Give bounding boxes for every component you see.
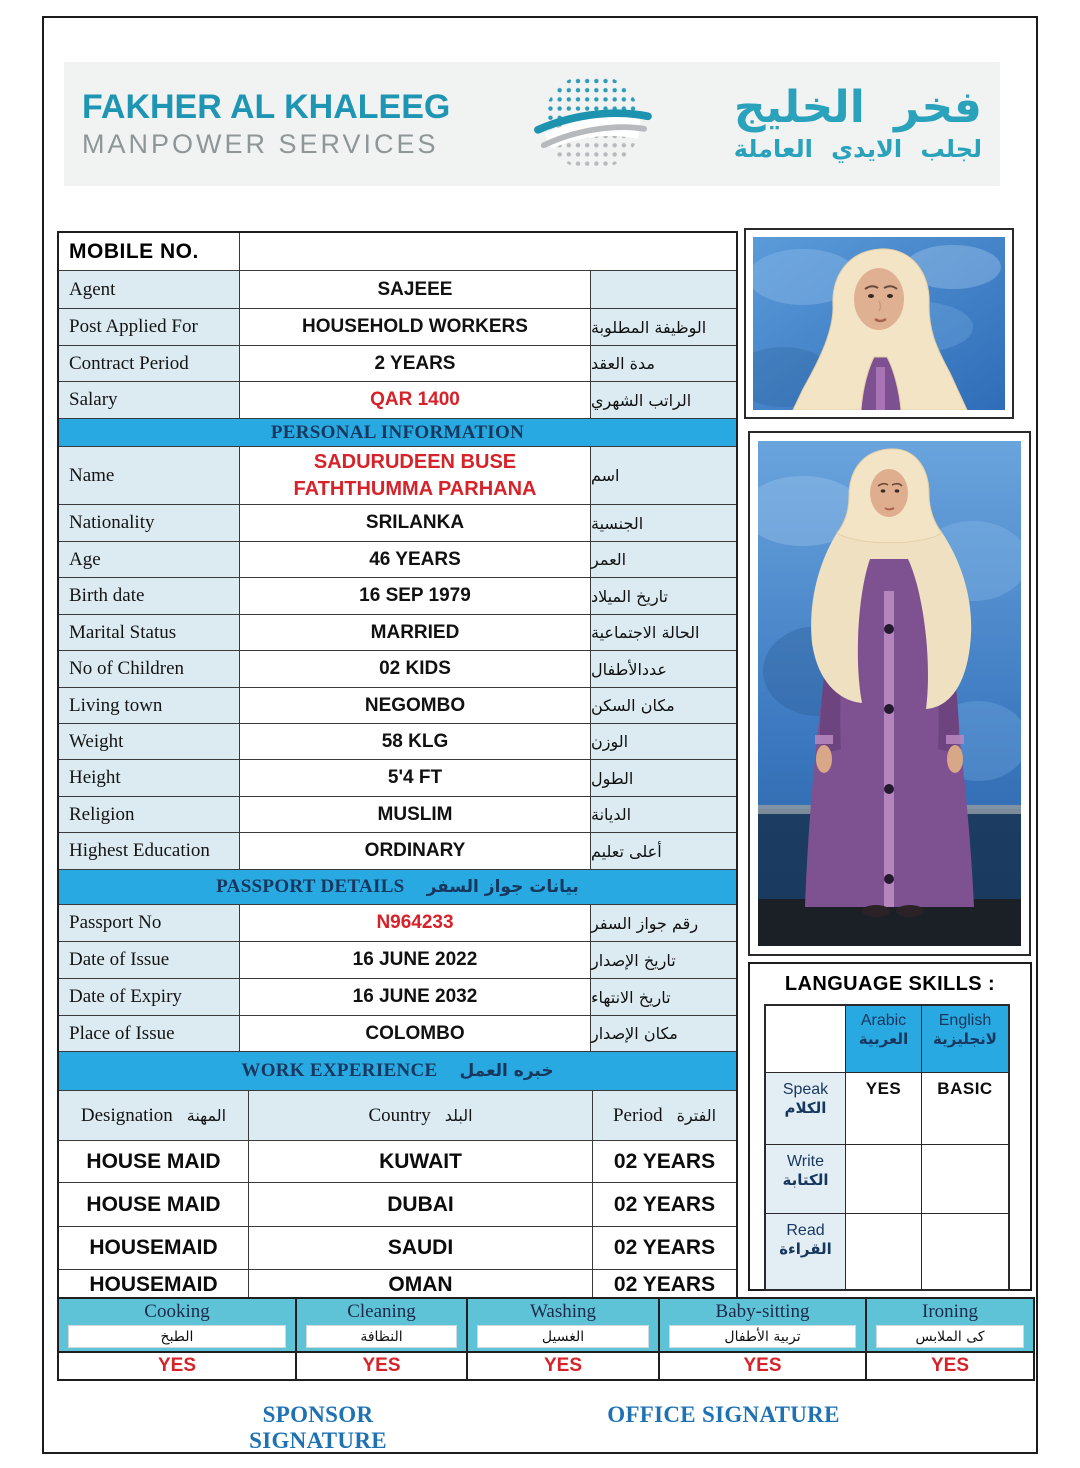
language-row-en: Speak [782, 1081, 829, 1098]
row-value: 16 JUNE 2022 [239, 942, 590, 978]
work-period: 02 YEARS [592, 1270, 736, 1299]
row-value: N964233 [239, 905, 590, 941]
table-row-contract [59, 346, 736, 382]
language-skills-panel [748, 962, 1032, 1291]
table-row-nationality [59, 505, 736, 542]
row-label: Agent [59, 271, 239, 308]
applicant-photo-headshot [744, 228, 1014, 419]
name-line-2: FATHTHUMMA PARHANA [293, 477, 537, 500]
skill-label-arabic: الغسيل [477, 1325, 649, 1348]
row-label: Name [59, 447, 239, 504]
row-label-arabic: الوزن [590, 724, 736, 759]
table-row-height [59, 760, 736, 797]
row-label-arabic: اسم [590, 447, 736, 504]
language-row-speak [766, 1073, 1008, 1145]
biodata-table [57, 231, 738, 1301]
skill-washing [466, 1299, 658, 1379]
section-title: WORK EXPERIENCE [241, 1060, 438, 1081]
row-label: Highest Education [59, 833, 239, 869]
table-row-salary [59, 382, 736, 419]
work-country: DUBAI [248, 1183, 592, 1226]
table-row-mobile [59, 233, 736, 271]
row-value: ORDINARY [239, 833, 590, 869]
row-label: Salary [59, 382, 239, 418]
row-label-arabic: الراتب الشهري [590, 382, 736, 418]
work-row [59, 1227, 736, 1270]
skill-label-arabic: تربية الأطفال [669, 1325, 856, 1348]
table-row-religion [59, 797, 736, 833]
skill-value: YES [59, 1351, 295, 1379]
sponsor-signature-label: SPONSOR SIGNATURE [249, 1402, 387, 1453]
language-row-label [766, 1073, 845, 1144]
column-header-arabic: المهنة [186, 1106, 227, 1125]
work-designation: HOUSE MAID [59, 1183, 248, 1226]
row-label: Passport No [59, 905, 239, 941]
row-label: Marital Status [59, 615, 239, 650]
work-country: SAUDI [248, 1227, 592, 1269]
skill-value: YES [297, 1351, 466, 1379]
language-value-arabic: YES [845, 1073, 921, 1144]
mobile-no-value [239, 233, 736, 270]
row-value: 16 SEP 1979 [239, 578, 590, 614]
row-value: 5'4 FT [239, 760, 590, 796]
row-label-arabic: الحالة الاجتماعية [590, 615, 736, 650]
row-label: Place of Issue [59, 1016, 239, 1051]
language-corner-cell [766, 1006, 845, 1072]
table-row-expiry [59, 979, 736, 1016]
column-header-arabic: البلد [444, 1106, 473, 1125]
column-header-country [248, 1091, 592, 1140]
row-label-arabic: الديانة [590, 797, 736, 832]
language-skills-title: LANGUAGE SKILLS : [784, 973, 996, 995]
skill-cleaning [295, 1299, 466, 1379]
section-title-arabic: بيانات جواز السفر [426, 877, 579, 897]
work-country: OMAN [248, 1270, 592, 1299]
row-value: 46 YEARS [239, 542, 590, 577]
language-column-en: English [938, 1012, 992, 1029]
company-subtitle-arabic: لجلب الايدي العاملة [733, 135, 982, 164]
company-logo-icon [528, 68, 656, 180]
table-row-weight [59, 724, 736, 760]
company-header [64, 62, 1000, 186]
work-period: 02 YEARS [592, 1227, 736, 1269]
table-row-livingtown [59, 688, 736, 724]
row-label: Height [59, 760, 239, 796]
table-row-education [59, 833, 736, 870]
column-header-period [592, 1091, 736, 1140]
column-header-en: Country [368, 1104, 431, 1126]
skill-label: Cooking [59, 1299, 295, 1351]
skill-value: YES [660, 1351, 865, 1379]
skill-label: Baby-sitting [660, 1299, 865, 1351]
language-row-en: Write [786, 1153, 825, 1170]
skill-value: YES [468, 1351, 658, 1379]
row-label-arabic: أعلى تعليم [590, 833, 736, 869]
row-label-arabic: الجنسية [590, 505, 736, 541]
work-designation: HOUSE MAID [59, 1141, 248, 1182]
row-label: Religion [59, 797, 239, 832]
row-label: Date of Expiry [59, 979, 239, 1015]
row-value: 16 JUNE 2032 [239, 979, 590, 1015]
language-row-write [766, 1145, 1008, 1214]
work-designation: HOUSEMAID [59, 1270, 248, 1299]
language-column-ar: العربية [858, 1030, 909, 1048]
skill-value: YES [867, 1351, 1033, 1379]
skill-cooking [59, 1299, 295, 1379]
skill-label-arabic: كى الملابس [876, 1325, 1024, 1348]
skill-label: Ironing [867, 1299, 1033, 1351]
work-country: KUWAIT [248, 1141, 592, 1182]
row-value: MARRIED [239, 615, 590, 650]
section-title: PASSPORT DETAILS [216, 876, 405, 897]
office-signature-label: OFFICE SIGNATURE [607, 1402, 840, 1427]
row-value: 2 YEARS [239, 346, 590, 381]
table-row-passportno [59, 905, 736, 942]
section-header-personal [59, 419, 736, 447]
row-label-arabic: العمر [590, 542, 736, 577]
household-skills-table [57, 1297, 1035, 1381]
language-value-english [921, 1145, 1008, 1213]
column-header-arabic: الفترة [676, 1106, 717, 1125]
work-period: 02 YEARS [592, 1141, 736, 1182]
row-label-arabic: الوظيفة المطلوبة [590, 309, 736, 345]
row-value: SAJEEE [239, 271, 590, 308]
language-skills-table [764, 1004, 1010, 1291]
row-label: Living town [59, 688, 239, 723]
row-value [239, 447, 590, 504]
work-designation: HOUSEMAID [59, 1227, 248, 1269]
column-header-en: Designation [80, 1104, 173, 1126]
skill-babysitting [658, 1299, 865, 1379]
section-title-arabic: خبره العمل [459, 1061, 554, 1081]
table-row-marital [59, 615, 736, 651]
language-row-read [766, 1214, 1008, 1289]
table-row-post [59, 309, 736, 346]
work-row [59, 1141, 736, 1183]
table-row-children [59, 651, 736, 688]
row-label-arabic: الطول [590, 760, 736, 796]
row-value: SRILANKA [239, 505, 590, 541]
language-column-ar: لانجليزية [933, 1030, 997, 1048]
row-label-arabic: تاريخ الانتهاء [590, 979, 736, 1015]
company-name-arabic-block [733, 81, 982, 164]
table-row-agent [59, 271, 736, 309]
language-value-english: BASIC [921, 1073, 1008, 1144]
skill-label-arabic: النظافة [306, 1325, 457, 1348]
applicant-photo-fullbody [748, 431, 1031, 956]
company-name: FAKHER AL KHALEEG [82, 88, 451, 126]
language-row-ar: الكلام [784, 1099, 827, 1117]
row-value: HOUSEHOLD WORKERS [239, 309, 590, 345]
row-label-arabic: مكان الإصدار [590, 1016, 736, 1051]
company-name-block [82, 88, 450, 160]
row-label-arabic: تاريخ الإصدار [590, 942, 736, 978]
language-row-label [766, 1145, 845, 1213]
row-label: No of Children [59, 651, 239, 687]
section-title: PERSONAL INFORMATION [270, 421, 525, 443]
row-label-arabic: رقم جواز السفر [590, 905, 736, 941]
row-label: Birth date [59, 578, 239, 614]
language-value-arabic [845, 1145, 921, 1213]
row-label-arabic: مكان السكن [590, 688, 736, 723]
work-row [59, 1183, 736, 1227]
fullbody-image [758, 441, 1021, 946]
row-label-arabic: تاريخ الميلاد [590, 578, 736, 614]
row-label-arabic: عددالأطفال [590, 651, 736, 687]
work-period: 02 YEARS [592, 1183, 736, 1226]
skill-label-arabic: الطبخ [68, 1325, 286, 1348]
row-label: Weight [59, 724, 239, 759]
row-label: Post Applied For [59, 309, 239, 345]
language-value-arabic [845, 1214, 921, 1289]
language-column-english [921, 1006, 1008, 1072]
work-header-row [59, 1091, 736, 1141]
column-header-designation [59, 1091, 248, 1140]
language-header-row [766, 1006, 1008, 1073]
row-label: Nationality [59, 505, 239, 541]
row-value: 58 KLG [239, 724, 590, 759]
skill-ironing [865, 1299, 1033, 1379]
skill-label: Washing [468, 1299, 658, 1351]
work-row [59, 1270, 736, 1299]
language-row-ar: القراءة [779, 1240, 832, 1258]
section-header-work [59, 1052, 736, 1091]
language-column-arabic [845, 1006, 921, 1072]
table-row-birthdate [59, 578, 736, 615]
row-label-arabic [590, 271, 736, 308]
column-header-en: Period [612, 1104, 663, 1126]
row-value: COLOMBO [239, 1016, 590, 1051]
table-row-age [59, 542, 736, 578]
row-value: NEGOMBO [239, 688, 590, 723]
section-header-passport [59, 870, 736, 905]
name-line-1: SADURUDEEN BUSE [313, 450, 517, 473]
skill-label: Cleaning [297, 1299, 466, 1351]
language-value-english [921, 1214, 1008, 1289]
row-value: 02 KIDS [239, 651, 590, 687]
mobile-no-label: MOBILE NO. [59, 233, 239, 270]
language-row-label [766, 1214, 845, 1289]
language-column-en: Arabic [860, 1012, 907, 1029]
row-value: QAR 1400 [239, 382, 590, 418]
row-label-arabic: مدة العقد [590, 346, 736, 381]
table-row-placeissue [59, 1016, 736, 1052]
row-label: Age [59, 542, 239, 577]
language-row-en: Read [786, 1222, 825, 1239]
company-subtitle: MANPOWER SERVICES [82, 129, 439, 159]
headshot-image [753, 237, 1005, 410]
table-row-name [59, 447, 736, 505]
row-value: MUSLIM [239, 797, 590, 832]
company-name-arabic: فخر الخليج [733, 81, 982, 133]
row-label: Contract Period [59, 346, 239, 381]
table-row-issue [59, 942, 736, 979]
row-label: Date of Issue [59, 942, 239, 978]
language-row-ar: الكتابة [782, 1171, 829, 1189]
